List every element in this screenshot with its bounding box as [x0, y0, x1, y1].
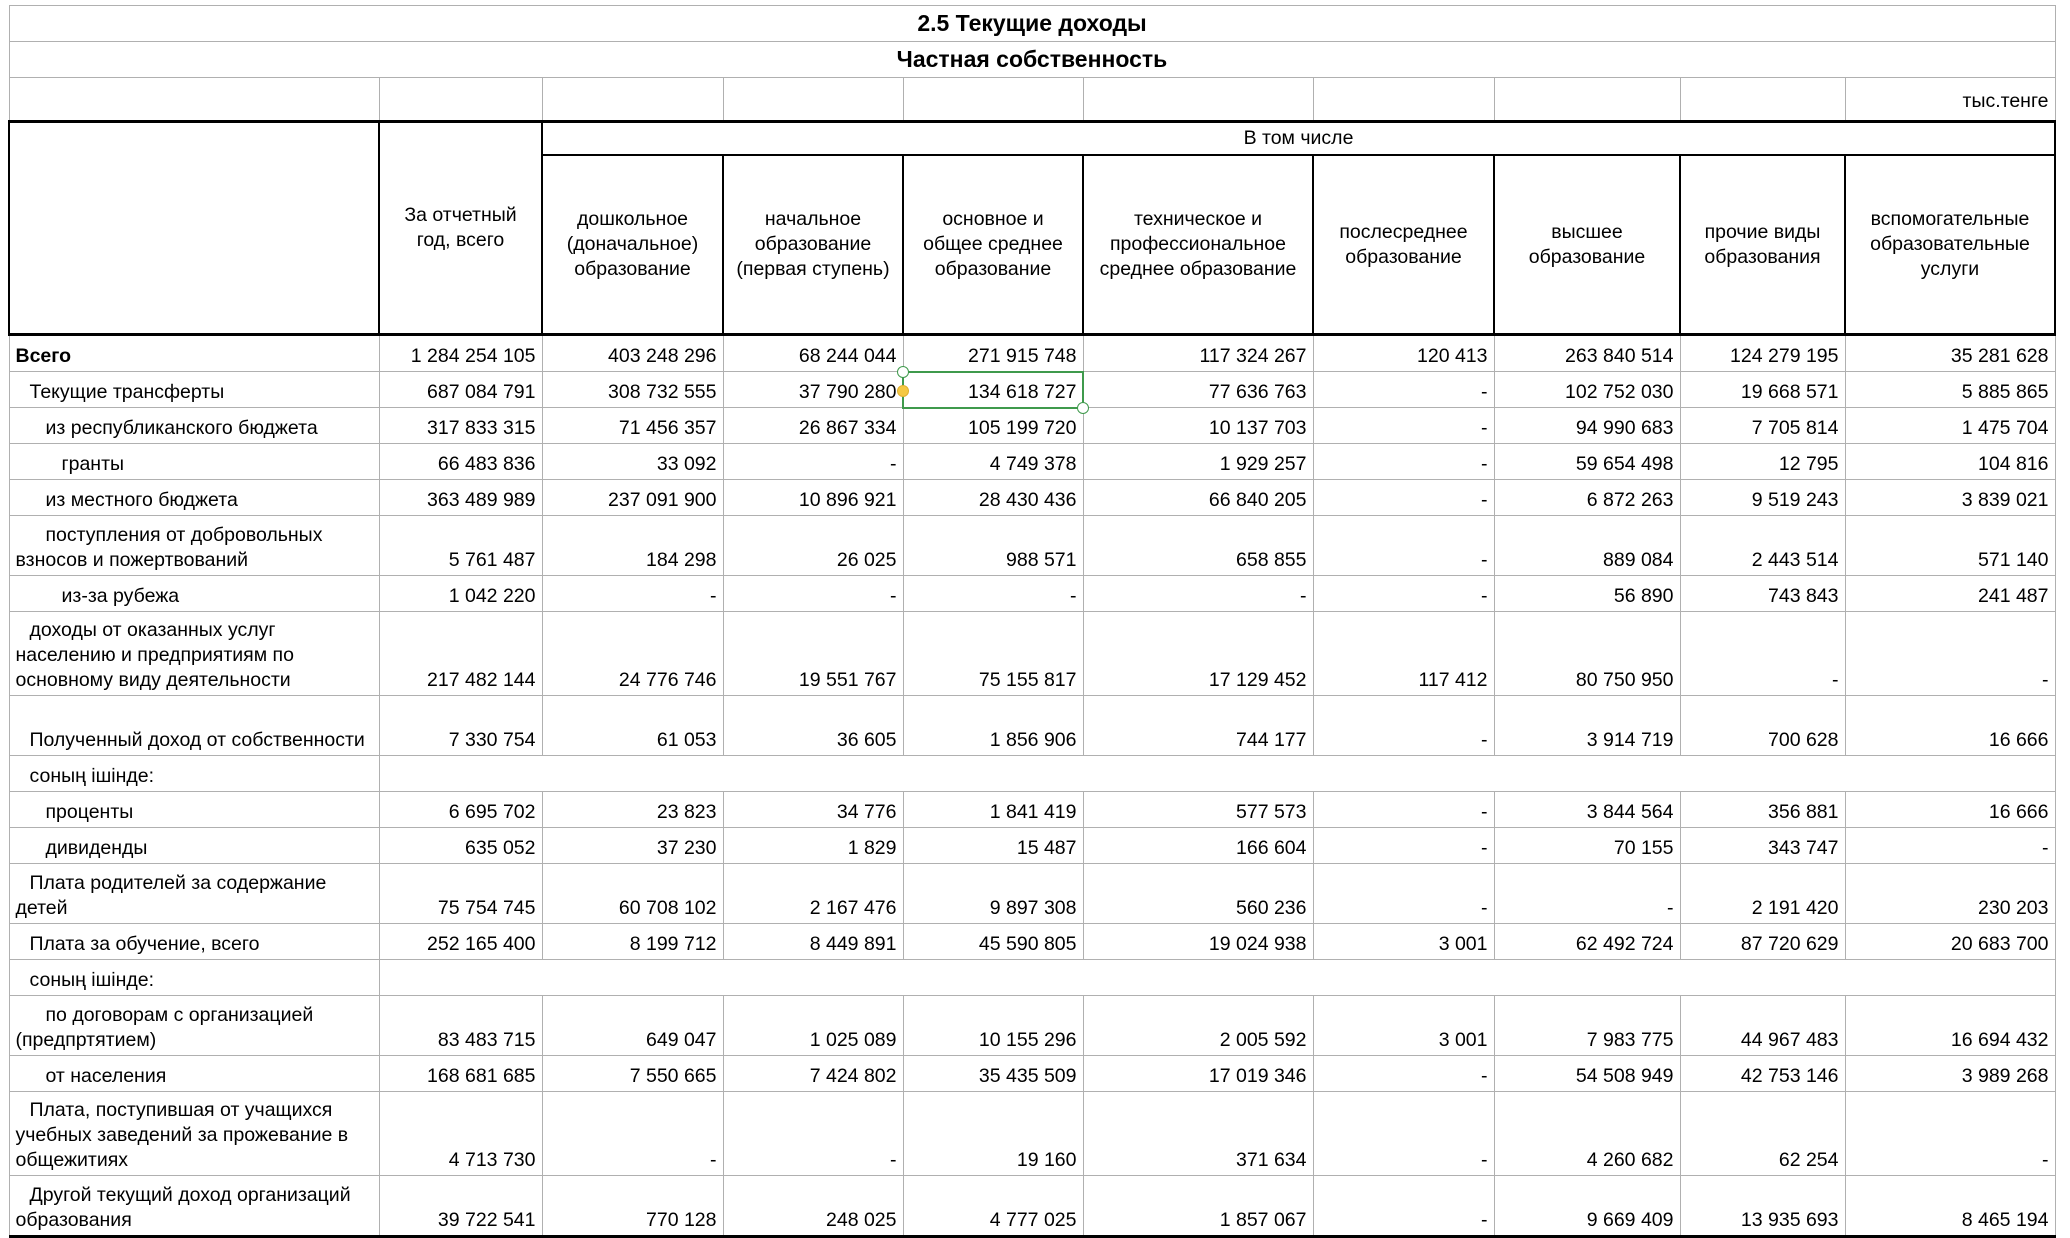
- value-cell[interactable]: 83 483 715: [379, 996, 542, 1056]
- value-cell[interactable]: -: [723, 1092, 903, 1176]
- value-cell[interactable]: 3 914 719: [1494, 696, 1680, 756]
- spreadsheet: [8, 5, 2056, 1238]
- value-cell[interactable]: 248 025: [723, 1176, 903, 1237]
- value-cell[interactable]: 4 777 025: [903, 1176, 1083, 1237]
- value-cell[interactable]: 1 829: [723, 828, 903, 864]
- row-label[interactable]: Полученный доход от собственности: [9, 696, 379, 756]
- value-cell[interactable]: -: [542, 1092, 723, 1176]
- value-cell[interactable]: 317 833 315: [379, 408, 542, 444]
- value-cell[interactable]: 743 843: [1680, 576, 1845, 612]
- value-cell[interactable]: 8 199 712: [542, 924, 723, 960]
- value-cell[interactable]: 36 605: [723, 696, 903, 756]
- value-cell[interactable]: 649 047: [542, 996, 723, 1056]
- value-cell[interactable]: 15 487: [903, 828, 1083, 864]
- value-cell[interactable]: -: [1313, 444, 1494, 480]
- empty-cell[interactable]: [379, 756, 2055, 792]
- value-cell[interactable]: 39 722 541: [379, 1176, 542, 1237]
- value-cell[interactable]: 75 754 745: [379, 864, 542, 924]
- value-cell[interactable]: 102 752 030: [1494, 372, 1680, 408]
- header-column[interactable]: высшее образование: [1494, 155, 1680, 335]
- value-cell[interactable]: 308 732 555: [542, 372, 723, 408]
- row-label[interactable]: Плата родителей за содержание детей: [9, 864, 379, 924]
- row-label[interactable]: Плата за обучение, всего: [9, 924, 379, 960]
- value-cell[interactable]: 59 654 498: [1494, 444, 1680, 480]
- value-cell[interactable]: 66 483 836: [379, 444, 542, 480]
- value-cell[interactable]: 37 790 280: [723, 372, 903, 408]
- value-cell[interactable]: 184 298: [542, 516, 723, 576]
- value-cell[interactable]: 33 092: [542, 444, 723, 480]
- table-row: [9, 612, 2055, 696]
- value-cell[interactable]: 16 666: [1845, 696, 2055, 756]
- value-cell[interactable]: 10 137 703: [1083, 408, 1313, 444]
- value-cell[interactable]: 1 475 704: [1845, 408, 2055, 444]
- table-row: [9, 408, 2055, 444]
- value-cell[interactable]: 9 669 409: [1494, 1176, 1680, 1237]
- row-label[interactable]: от населения: [9, 1056, 379, 1092]
- header-column[interactable]: дошкольное (доначальное) образование: [542, 155, 723, 335]
- value-cell[interactable]: 34 776: [723, 792, 903, 828]
- header-column[interactable]: прочие виды образования: [1680, 155, 1845, 335]
- value-cell[interactable]: -: [723, 444, 903, 480]
- table-row: [9, 480, 2055, 516]
- row-label[interactable]: соның ішінде:: [9, 960, 379, 996]
- row-label[interactable]: гранты: [9, 444, 379, 480]
- value-cell[interactable]: 37 230: [542, 828, 723, 864]
- table-row: [9, 828, 2055, 864]
- value-cell[interactable]: 134 618 727: [903, 372, 1083, 408]
- value-cell[interactable]: 68 244 044: [723, 335, 903, 372]
- value-cell[interactable]: 77 636 763: [1083, 372, 1313, 408]
- value-cell[interactable]: 35 281 628: [1845, 335, 2055, 372]
- value-cell[interactable]: 271 915 748: [903, 335, 1083, 372]
- value-cell[interactable]: 3 989 268: [1845, 1056, 2055, 1092]
- table-row: [9, 864, 2055, 924]
- header-column[interactable]: начальное образование (первая ступень): [723, 155, 903, 335]
- value-cell[interactable]: 3 001: [1313, 924, 1494, 960]
- value-cell[interactable]: -: [1680, 612, 1845, 696]
- value-cell[interactable]: 117 324 267: [1083, 335, 1313, 372]
- value-cell[interactable]: 577 573: [1083, 792, 1313, 828]
- value-cell[interactable]: 105 199 720: [903, 408, 1083, 444]
- value-cell[interactable]: 560 236: [1083, 864, 1313, 924]
- value-cell[interactable]: -: [1313, 372, 1494, 408]
- data-table: [8, 5, 2056, 1238]
- cell[interactable]: [9, 78, 379, 122]
- value-cell[interactable]: 988 571: [903, 516, 1083, 576]
- row-label[interactable]: дивиденды: [9, 828, 379, 864]
- value-cell[interactable]: 19 160: [903, 1092, 1083, 1176]
- value-cell[interactable]: 744 177: [1083, 696, 1313, 756]
- value-cell[interactable]: 35 435 509: [903, 1056, 1083, 1092]
- value-cell[interactable]: 44 967 483: [1680, 996, 1845, 1056]
- value-cell[interactable]: -: [723, 576, 903, 612]
- value-cell[interactable]: 12 795: [1680, 444, 1845, 480]
- value-cell[interactable]: 60 708 102: [542, 864, 723, 924]
- value-cell[interactable]: 2 167 476: [723, 864, 903, 924]
- value-cell[interactable]: 356 881: [1680, 792, 1845, 828]
- table-row: [9, 996, 2055, 1056]
- value-cell[interactable]: 1 841 419: [903, 792, 1083, 828]
- value-cell[interactable]: -: [1083, 576, 1313, 612]
- value-cell[interactable]: -: [1845, 612, 2055, 696]
- header-column[interactable]: послесреднее образование: [1313, 155, 1494, 335]
- value-cell[interactable]: 66 840 205: [1083, 480, 1313, 516]
- value-cell[interactable]: 6 872 263: [1494, 480, 1680, 516]
- value-cell[interactable]: 16 694 432: [1845, 996, 2055, 1056]
- value-cell[interactable]: 80 750 950: [1494, 612, 1680, 696]
- value-cell[interactable]: 117 412: [1313, 612, 1494, 696]
- value-cell[interactable]: 230 203: [1845, 864, 2055, 924]
- value-cell[interactable]: 19 668 571: [1680, 372, 1845, 408]
- value-cell[interactable]: -: [1313, 516, 1494, 576]
- value-cell[interactable]: -: [1313, 864, 1494, 924]
- value-cell[interactable]: 1 042 220: [379, 576, 542, 612]
- header-row-label[interactable]: [9, 122, 379, 335]
- cell[interactable]: [1680, 78, 1845, 122]
- table-title[interactable]: 2.5 Текущие доходы: [9, 6, 2055, 42]
- value-cell[interactable]: 7 550 665: [542, 1056, 723, 1092]
- cell[interactable]: [1083, 78, 1313, 122]
- value-cell[interactable]: 252 165 400: [379, 924, 542, 960]
- value-cell[interactable]: 7 983 775: [1494, 996, 1680, 1056]
- value-cell[interactable]: 403 248 296: [542, 335, 723, 372]
- cell[interactable]: [1494, 78, 1680, 122]
- value-cell[interactable]: 889 084: [1494, 516, 1680, 576]
- value-cell[interactable]: -: [1845, 828, 2055, 864]
- value-cell[interactable]: 241 487: [1845, 576, 2055, 612]
- table-row: [9, 696, 2055, 756]
- table-row: [9, 444, 2055, 480]
- empty-cell[interactable]: [379, 960, 2055, 996]
- value-cell[interactable]: 2 443 514: [1680, 516, 1845, 576]
- value-cell[interactable]: 1 025 089: [723, 996, 903, 1056]
- header-group[interactable]: В том числе: [542, 122, 2055, 156]
- value-cell[interactable]: 9 897 308: [903, 864, 1083, 924]
- value-cell[interactable]: 71 456 357: [542, 408, 723, 444]
- value-cell[interactable]: 5 885 865: [1845, 372, 2055, 408]
- row-label[interactable]: соның ішінде:: [9, 756, 379, 792]
- value-cell[interactable]: 217 482 144: [379, 612, 542, 696]
- row-label[interactable]: Плата, поступившая от учащихся учебных заведений за прожевание в общежитиях: [9, 1092, 379, 1176]
- value-cell[interactable]: 363 489 989: [379, 480, 542, 516]
- value-cell[interactable]: 8 465 194: [1845, 1176, 2055, 1237]
- row-label[interactable]: из-за рубежа: [9, 576, 379, 612]
- value-cell[interactable]: 124 279 195: [1680, 335, 1845, 372]
- value-cell[interactable]: 28 430 436: [903, 480, 1083, 516]
- value-cell[interactable]: 94 990 683: [1494, 408, 1680, 444]
- value-cell[interactable]: 371 634: [1083, 1092, 1313, 1176]
- value-cell[interactable]: 16 666: [1845, 792, 2055, 828]
- cell[interactable]: [379, 78, 542, 122]
- value-cell[interactable]: 75 155 817: [903, 612, 1083, 696]
- value-cell[interactable]: 19 024 938: [1083, 924, 1313, 960]
- header-column[interactable]: техническое и профессиональное среднее образование: [1083, 155, 1313, 335]
- value-cell[interactable]: 4 749 378: [903, 444, 1083, 480]
- value-cell[interactable]: 168 681 685: [379, 1056, 542, 1092]
- value-cell[interactable]: 2 005 592: [1083, 996, 1313, 1056]
- table-row: [9, 1092, 2055, 1176]
- value-cell[interactable]: 571 140: [1845, 516, 2055, 576]
- value-cell[interactable]: 87 720 629: [1680, 924, 1845, 960]
- table-row: [9, 960, 2055, 996]
- value-cell[interactable]: 17 019 346: [1083, 1056, 1313, 1092]
- value-cell[interactable]: 635 052: [379, 828, 542, 864]
- row-label[interactable]: поступления от добровольных взносов и пожертвований: [9, 516, 379, 576]
- header-column[interactable]: вспомогательные образовательные услуги: [1845, 155, 2055, 335]
- value-cell[interactable]: 56 890: [1494, 576, 1680, 612]
- row-label[interactable]: проценты: [9, 792, 379, 828]
- row-label[interactable]: из республиканского бюджета: [9, 408, 379, 444]
- value-cell[interactable]: 104 816: [1845, 444, 2055, 480]
- value-cell[interactable]: 120 413: [1313, 335, 1494, 372]
- value-cell[interactable]: -: [1313, 1092, 1494, 1176]
- value-cell[interactable]: 7 424 802: [723, 1056, 903, 1092]
- value-cell[interactable]: 1 857 067: [1083, 1176, 1313, 1237]
- value-cell[interactable]: 2 191 420: [1680, 864, 1845, 924]
- row-label[interactable]: Другой текущий доход организаций образования: [9, 1176, 379, 1237]
- value-cell[interactable]: -: [542, 576, 723, 612]
- value-cell[interactable]: 26 867 334: [723, 408, 903, 444]
- cell[interactable]: [723, 78, 903, 122]
- table-subtitle[interactable]: Частная собственность: [9, 42, 2055, 78]
- value-cell[interactable]: 17 129 452: [1083, 612, 1313, 696]
- value-cell[interactable]: 343 747: [1680, 828, 1845, 864]
- table-row: [9, 792, 2055, 828]
- value-cell[interactable]: 263 840 514: [1494, 335, 1680, 372]
- value-cell[interactable]: 6 695 702: [379, 792, 542, 828]
- value-cell[interactable]: 24 776 746: [542, 612, 723, 696]
- value-cell[interactable]: 42 753 146: [1680, 1056, 1845, 1092]
- value-cell[interactable]: 700 628: [1680, 696, 1845, 756]
- row-label[interactable]: Текущие трансферты: [9, 372, 379, 408]
- row-label[interactable]: из местного бюджета: [9, 480, 379, 516]
- value-cell[interactable]: 1 284 254 105: [379, 335, 542, 372]
- units-label[interactable]: тыс.тенге: [1845, 78, 2055, 122]
- header-total[interactable]: За отчетный год, всего: [379, 122, 542, 335]
- value-cell[interactable]: 4 713 730: [379, 1092, 542, 1176]
- value-cell[interactable]: -: [1313, 1056, 1494, 1092]
- table-row: [9, 516, 2055, 576]
- table-row: [9, 372, 2055, 408]
- value-cell[interactable]: 770 128: [542, 1176, 723, 1237]
- value-cell[interactable]: 7 330 754: [379, 696, 542, 756]
- value-cell[interactable]: 166 604: [1083, 828, 1313, 864]
- value-cell[interactable]: -: [1313, 828, 1494, 864]
- table-row: [9, 924, 2055, 960]
- value-cell[interactable]: -: [1494, 864, 1680, 924]
- header-column[interactable]: основное и общее среднее образование: [903, 155, 1083, 335]
- value-cell[interactable]: -: [1313, 1176, 1494, 1237]
- value-cell[interactable]: -: [1313, 408, 1494, 444]
- value-cell[interactable]: -: [903, 576, 1083, 612]
- value-cell[interactable]: 62 254: [1680, 1092, 1845, 1176]
- value-cell[interactable]: 9 519 243: [1680, 480, 1845, 516]
- table-row: [9, 1056, 2055, 1092]
- value-cell[interactable]: 10 896 921: [723, 480, 903, 516]
- value-cell[interactable]: 70 155: [1494, 828, 1680, 864]
- table-row: [9, 576, 2055, 612]
- value-cell[interactable]: 7 705 814: [1680, 408, 1845, 444]
- value-cell[interactable]: -: [1313, 480, 1494, 516]
- cell[interactable]: [903, 78, 1083, 122]
- value-cell[interactable]: -: [1313, 576, 1494, 612]
- value-cell[interactable]: 45 590 805: [903, 924, 1083, 960]
- cell[interactable]: [1313, 78, 1494, 122]
- value-cell[interactable]: 62 492 724: [1494, 924, 1680, 960]
- value-cell[interactable]: 20 683 700: [1845, 924, 2055, 960]
- value-cell[interactable]: 19 551 767: [723, 612, 903, 696]
- value-cell[interactable]: -: [1313, 792, 1494, 828]
- table-row: [9, 1176, 2055, 1237]
- table-row: [9, 756, 2055, 792]
- value-cell[interactable]: 1 929 257: [1083, 444, 1313, 480]
- value-cell[interactable]: 13 935 693: [1680, 1176, 1845, 1237]
- value-cell[interactable]: 237 091 900: [542, 480, 723, 516]
- value-cell[interactable]: 10 155 296: [903, 996, 1083, 1056]
- value-cell[interactable]: 3 839 021: [1845, 480, 2055, 516]
- value-cell[interactable]: 687 084 791: [379, 372, 542, 408]
- value-cell[interactable]: 658 855: [1083, 516, 1313, 576]
- value-cell[interactable]: 3 001: [1313, 996, 1494, 1056]
- value-cell[interactable]: -: [1845, 1092, 2055, 1176]
- row-label[interactable]: доходы от оказанных услуг населению и предприятиям по основному виду деятельности: [9, 612, 379, 696]
- value-cell[interactable]: 61 053: [542, 696, 723, 756]
- cell[interactable]: [542, 78, 723, 122]
- table-row: [9, 335, 2055, 372]
- value-cell[interactable]: -: [1313, 696, 1494, 756]
- value-cell[interactable]: 8 449 891: [723, 924, 903, 960]
- row-label[interactable]: Всего: [9, 335, 379, 372]
- value-cell[interactable]: 4 260 682: [1494, 1092, 1680, 1176]
- value-cell[interactable]: 23 823: [542, 792, 723, 828]
- value-cell[interactable]: 54 508 949: [1494, 1056, 1680, 1092]
- value-cell[interactable]: 3 844 564: [1494, 792, 1680, 828]
- row-label[interactable]: по договорам с организацией (предпртятием): [9, 996, 379, 1056]
- value-cell[interactable]: 1 856 906: [903, 696, 1083, 756]
- value-cell[interactable]: 5 761 487: [379, 516, 542, 576]
- value-cell[interactable]: 26 025: [723, 516, 903, 576]
